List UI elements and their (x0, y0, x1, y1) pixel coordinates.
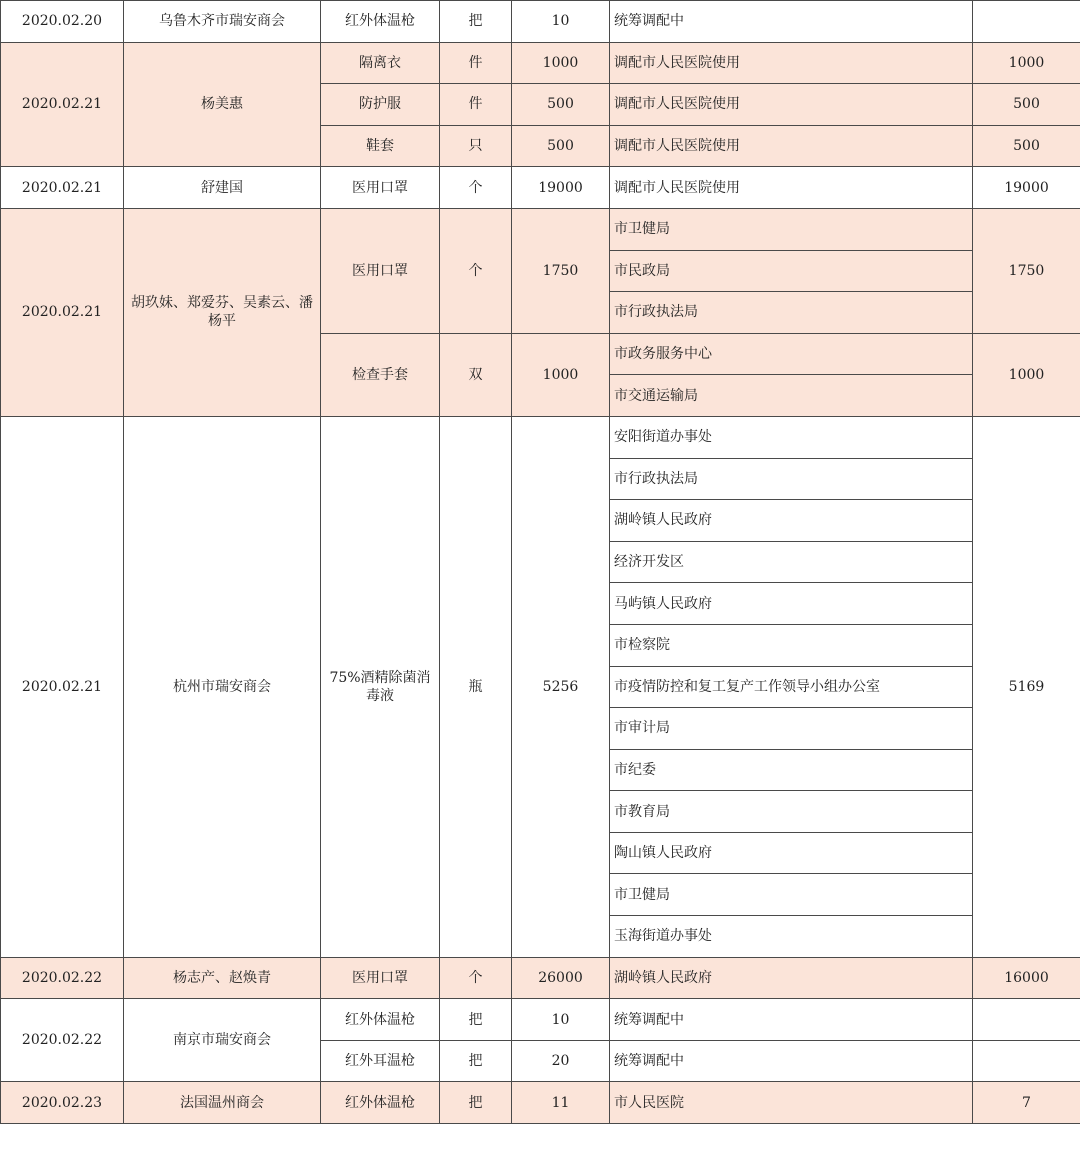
use-cell: 玉海街道办事处 (610, 916, 973, 958)
date-cell: 2020.02.21 (1, 42, 124, 167)
distributed-cell (973, 1040, 1080, 1082)
quantity-cell: 26000 (512, 957, 610, 999)
quantity-cell: 1000 (512, 333, 610, 416)
unit-cell: 个 (440, 957, 512, 999)
table-row (1, 1, 1080, 43)
table-row (1, 1082, 1080, 1124)
date-cell: 2020.02.23 (1, 1082, 124, 1124)
use-cell: 陶山镇人民政府 (610, 832, 973, 874)
quantity-cell: 11 (512, 1082, 610, 1124)
quantity-cell: 10 (512, 1, 610, 43)
quantity-cell: 1750 (512, 208, 610, 333)
date-cell: 2020.02.22 (1, 957, 124, 999)
unit-cell: 件 (440, 42, 512, 84)
use-cell: 市纪委 (610, 749, 973, 791)
item-name-cell: 红外体温枪 (321, 999, 440, 1041)
use-cell: 马屿镇人民政府 (610, 583, 973, 625)
use-cell: 市行政执法局 (610, 292, 973, 334)
table-row (1, 957, 1080, 999)
distributed-cell (973, 1, 1080, 43)
distributed-cell: 5169 (973, 416, 1080, 957)
distributed-cell: 1000 (973, 42, 1080, 84)
item-name-cell: 红外耳温枪 (321, 1040, 440, 1082)
use-cell: 市人民医院 (610, 1082, 973, 1124)
item-name-cell: 红外体温枪 (321, 1, 440, 43)
item-name-cell: 医用口罩 (321, 957, 440, 999)
date-cell: 2020.02.21 (1, 167, 124, 209)
item-name-cell: 防护服 (321, 84, 440, 126)
quantity-cell: 20 (512, 1040, 610, 1082)
quantity-cell: 1000 (512, 42, 610, 84)
use-cell: 市卫健局 (610, 208, 973, 250)
use-cell: 市卫健局 (610, 874, 973, 916)
unit-cell: 把 (440, 1, 512, 43)
distributed-cell: 16000 (973, 957, 1080, 999)
distributed-cell: 500 (973, 125, 1080, 167)
use-cell: 统筹调配中 (610, 1040, 973, 1082)
use-cell: 经济开发区 (610, 541, 973, 583)
unit-cell: 只 (440, 125, 512, 167)
item-name-cell: 医用口罩 (321, 167, 440, 209)
use-cell: 统筹调配中 (610, 999, 973, 1041)
unit-cell: 把 (440, 999, 512, 1041)
distributed-cell: 7 (973, 1082, 1080, 1124)
distributed-cell (973, 999, 1080, 1041)
table-row (1, 42, 1080, 84)
quantity-cell: 500 (512, 125, 610, 167)
unit-cell: 把 (440, 1082, 512, 1124)
use-cell: 调配市人民医院使用 (610, 167, 973, 209)
quantity-cell: 500 (512, 84, 610, 126)
table-row (1, 167, 1080, 209)
donor-cell: 杨志产、赵焕青 (124, 957, 321, 999)
use-cell: 市疫情防控和复工复产工作领导小组办公室 (610, 666, 973, 708)
donor-cell: 南京市瑞安商会 (124, 999, 321, 1082)
use-cell: 调配市人民医院使用 (610, 84, 973, 126)
quantity-cell: 19000 (512, 167, 610, 209)
distributed-cell: 500 (973, 84, 1080, 126)
use-cell: 调配市人民医院使用 (610, 42, 973, 84)
use-cell: 市教育局 (610, 791, 973, 833)
use-cell: 统筹调配中 (610, 1, 973, 43)
donor-cell: 杨美惠 (124, 42, 321, 167)
distributed-cell: 1000 (973, 333, 1080, 416)
quantity-cell: 5256 (512, 416, 610, 957)
date-cell: 2020.02.21 (1, 208, 124, 416)
unit-cell: 个 (440, 208, 512, 333)
donor-cell: 法国温州商会 (124, 1082, 321, 1124)
donor-cell: 舒建国 (124, 167, 321, 209)
use-cell: 市交通运输局 (610, 375, 973, 417)
unit-cell: 双 (440, 333, 512, 416)
use-cell: 市政务服务中心 (610, 333, 973, 375)
use-cell: 市民政局 (610, 250, 973, 292)
distributed-cell: 1750 (973, 208, 1080, 333)
quantity-cell: 10 (512, 999, 610, 1041)
date-cell: 2020.02.21 (1, 416, 124, 957)
use-cell: 调配市人民医院使用 (610, 125, 973, 167)
use-cell: 湖岭镇人民政府 (610, 957, 973, 999)
item-name-cell: 75%酒精除菌消毒液 (321, 416, 440, 957)
table-row (1, 208, 1080, 250)
use-cell: 市行政执法局 (610, 458, 973, 500)
item-name-cell: 红外体温枪 (321, 1082, 440, 1124)
donor-cell: 胡玖妹、郑爱芬、吴素云、潘杨平 (124, 208, 321, 416)
use-cell: 市审计局 (610, 708, 973, 750)
use-cell: 安阳街道办事处 (610, 416, 973, 458)
use-cell: 湖岭镇人民政府 (610, 500, 973, 542)
distributed-cell: 19000 (973, 167, 1080, 209)
date-cell: 2020.02.20 (1, 1, 124, 43)
table-row (1, 999, 1080, 1041)
unit-cell: 个 (440, 167, 512, 209)
table-row (1, 416, 1080, 458)
item-name-cell: 隔离衣 (321, 42, 440, 84)
unit-cell: 把 (440, 1040, 512, 1082)
item-name-cell: 鞋套 (321, 125, 440, 167)
item-name-cell: 医用口罩 (321, 208, 440, 333)
unit-cell: 瓶 (440, 416, 512, 957)
donor-cell: 乌鲁木齐市瑞安商会 (124, 1, 321, 43)
use-cell: 市检察院 (610, 624, 973, 666)
date-cell: 2020.02.22 (1, 999, 124, 1082)
donor-cell: 杭州市瑞安商会 (124, 416, 321, 957)
unit-cell: 件 (440, 84, 512, 126)
item-name-cell: 检查手套 (321, 333, 440, 416)
